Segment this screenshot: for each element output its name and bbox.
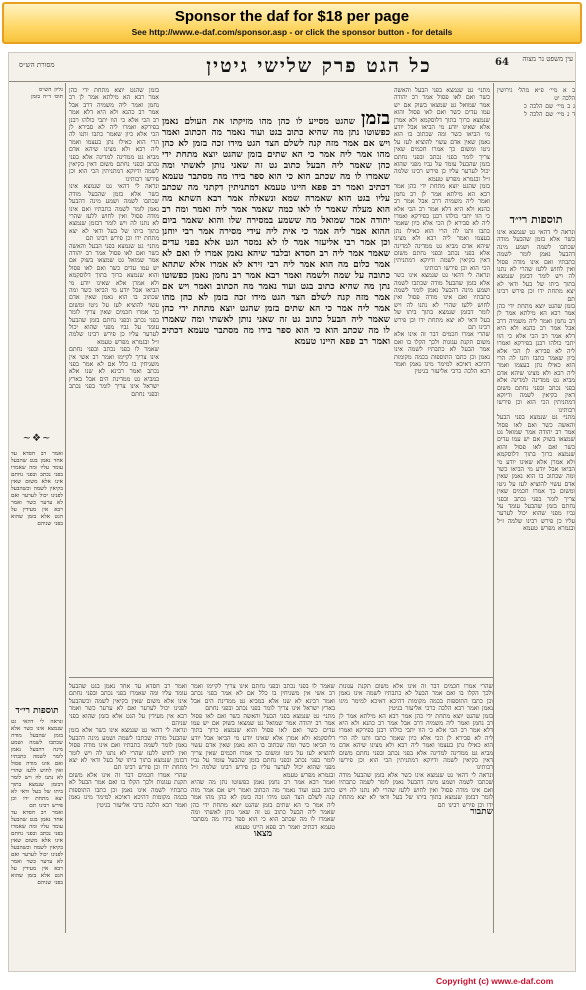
tosafot-text: בזמן שהגט יוצא מתחת ידי כהן אמר רבא הא מילתא אמר לן רב נחמן ואמר ליה משמיה דרב אבל אמר רב כהנא ולא היא דלא אמר רב הכי אלא כי הוו יתבי כולהו רבנן בפירקא ואמרו ליה לא סבירא לן הכי אלא כיון שאמר כתבו ותנו לה הרי הוא כאילו נתן בעצמו ואמר ליה רבא ולא מצינו שיהא אדם מביא גט ממדינה למדינה אלא בפני נכתב ובפני נחתם משום דאין בקיאין לשמה ודיוקא דמתניתין הכי הוא וכן פירשו רבותינו (69, 87, 159, 183)
lower-mid-text-continued-2: ואמר רבא אמר רב נחמן נאמן כפשוטו נתן מה שהיא כתוב בגט ועוד נאמר מה הכתוב ואמר ויש אם אמר מזה קנה לשלם הצד הגט מידו זכה בזמן לא כהן מהו אמר ליה אמר כי הא שתים בזמן שהגט יוצא מתחת ידי כהן שאמר ליה הבעל כתוב גט זה שאני נותן לאשתי ומה שאמרו לו מה שכתב הוא כי הוא ספר בידו מה מסתבר טעמא דכתיב ואמר רב פפא היינו טעמא (191, 779, 335, 831)
lower-right-text-continued: בזמן שהגט יוצא מתחת ידי כהן אמר רבא הא מילתא אמר לן רב נחמן ואמר ליה משמיה דרב אבל אמר רב כהנא ולא היא דלא אמר רב הכי אלא כי הוו יתבי כולהו רבנן בפירקא ואמרו ליה לא סבירא לן הכי אלא כיון שאמר כתבו ותנו לה הרי הוא כאילו נתן בעצמו ואמר ליה רבא ולא מצינו שיהא אדם מביא גט ממדינה למדינה אלא בפני נכתב ובפני נחתם משום דאין בקיאין לשמה ודיוקא דמתניתין הכי הוא וכן פירשו רבותינו (339, 712, 493, 772)
rashi-text-continued-2: ונראה לי דהאי גט שנמצא אינו כשר אלא בזמן שהבעל מודה שכתבו לשמה ושמע מינה דהבעל נאמן לומר לשמה כתבתיו ואם אינו מודה פסול ואין לחוש ללעז שהרי לא נתנו לה ויש לומר דבזמן שנמצא בתוך ביתו של בעל ודאי לא יצא מתחת ידו וכן פירש רבינו תם (394, 272, 490, 331)
section-rule (69, 677, 493, 678)
ein-mishpat-column (497, 87, 575, 207)
opening-word: בזמן (361, 113, 390, 129)
tosafot-rid-bottom-heading: תוספות רי״ד (15, 706, 59, 716)
lower-left-text-continued: ונראה לי דהאי גט שנמצא אינו כשר אלא בזמן שהבעל מודה שכתבו לשמה ושמע מינה דהבעל נאמן לומר לשמה כתבתיו ואם אינו מודה פסול ואין לחוש ללעז שהרי לא נתנו לה ויש לומר דבזמן שנמצא בתוך ביתו של בעל ודאי לא יצא מתחת ידו וכן פירש רבינו תם (69, 727, 187, 772)
margin-note: ב א מיי׳ פ״א מהל׳ גירושין הלכה יט (497, 87, 575, 102)
column-divider (65, 83, 66, 933)
gemara-text: שהגט מסייע לו כהן מהו מזיקתו את העולם נאמן כפשוטו נתן מה שהיא כתוב בגט ועוד נאמר מה הכתוב ואמר ויש אם אמר מזה קנה לשלם הצד הגט מידו זכה בזמן לא כהן מהו אמר ליה אמר כי הא שתים בזמן שהגט יוצא מתחת ידי כהן שאמר ליה הבעל כתוב גט זה שאני נותן לאשתי ומה שאמרו לו מה שכתב הוא כי הוא ספר בידו מה מסתבר טעמא דכתיב ואמר רב פפא היינו טעמא דמתניתין דקתני מה שכתב עליו בגט הוא שאמרה שמא ונשאלה אמר רבא השתא מה הוא מעלה שאמר לו לאו כמה שאמר אמר ליה ואמר ומה רב יהודה אמר שמואל מה ששמע במסירה שלו והוא שאמר ביום ההוא אמר ליה אמר כי אית ליה עידי מסירה אמר רבי יוחנן וכן אמר רבי אליעזר אמר לו לא נמסר הגט אלא בפני עדים שאמר אמר ליה רב חסדא ובלבד שיהא נאמן אמרו לו ואם לא אמר כלום מה הוא אמר ליה רבי זירא לא אמרו אלא שתהא כתובה על שמה ולשמה (162, 117, 390, 281)
tosafot-rid-text-continued: בזמן שהגט יוצא מתחת ידי כהן אמר רבא הא מילתא אמר לן רב נחמן ואמר ליה משמיה דרב אבל אמר רב כהנא ולא היא דלא אמר רב הכי אלא כי הוו יתבי כולהו רבנן בפירקא ואמרו ליה לא סבירא לן הכי אלא כיון שאמר כתבו ותנו לה הרי הוא כאילו נתן בעצמו ואמר ליה רבא ולא מצינו שיהא אדם מביא גט ממדינה למדינה אלא בפני נכתב ובפני נחתם משום דאין בקיאין לשמה ודיוקא דמתניתין הכי הוא וכן פירשו רבותינו (497, 303, 575, 414)
tosafot-text-continued-3: שאמר לו בפני נכתב ובפני נחתם אינו צריך לקיימו ואמר רב אשי אין משגיחין בו כלל אם לא אמר בפני נכתב ואמר רבינא לא שנו אלא במביא גט ממדינת הים אבל בארץ ישראל אינו צריך לומר בפני נכתב ובפני נחתם (69, 346, 159, 398)
tosafot-column (69, 87, 159, 677)
running-title: כל הגט פרק שלישי גיטין (206, 55, 432, 77)
rashi-text-continued: בזמן שהגט יוצא מתחת ידי כהן אמר רבא הא מילתא אמר לן רב נחמן ואמר ליה משמיה דרב אבל אמר רב כהנא ולא היא דלא אמר רב הכי אלא כי הוו יתבי כולהו רבנן בפירקא ואמרו ליה לא סבירא לן הכי אלא כיון שאמר כתבו ותנו לה הרי הוא כאילו נתן בעצמו ואמר ליה רבא ולא מצינו שיהא אדם מביא גט ממדינה למדינה אלא בפני נכתב ובפני נחתם משום דאין בקיאין לשמה ודיוקא דמתניתין הכי הוא וכן פירשו רבותינו (394, 183, 490, 272)
sponsor-banner-title[interactable]: Sponsor the daf for $18 per page (174, 8, 410, 25)
margin-note: גליון הש״ס (38, 87, 63, 93)
tosafot-rid-bottom-column (11, 703, 63, 943)
tosafot-text-continued-2: מתני׳ גט שנמצא בפני הבעל והאשה כשר ואם לאו פסול אמר רב יהודה אמר שמואל גט שמצאו בשוק אם יש עמו עדים כשר ואם לאו פסול והוא שנמצא כרוך בתוך דלוסקמא ולא אמרן אלא שאינו יודע מי הביאו אבל יודע מי הביאו כשר ומה שכתוב בו הוא נאמן שאין אדם עשוי להוציא לעז על גיטו ומשום כך אמרו חכמים שאין צריך לומר בפני נכתב ובפני נחתם בזמן שהבעל עומד על גביו מפני שהוא יכול לערער עליו כן פירש רבינו שלמה ז״ל ובגמרא מפרש טעמא (69, 242, 159, 346)
lower-left-text: ואמר רב חסדא עד אחד נאמן בגט שהבעל עומד עליו ומה שאמרו בפני נכתב ובפני נחתם אינו אלא משום שאין בקיאין לשמה וכשהבעל לפנינו יכול לערער ואם לא ערער כשר ואמר רבא אין מעידין על הגט אלא בזמן שהוא בפני שניהם (69, 683, 187, 728)
lower-right-commentary (339, 683, 493, 938)
margin-note: תוס׳ ד״ה בזמן (31, 94, 63, 100)
lower-mid-text: שאמר לו בפני נכתב ובפני נחתם אינו צריך לקיימו ואמר רב אשי אין משגיחין בו כלל אם לא אמר בפני נכתב ואמר רבינא לא שנו אלא במביא גט ממדינת הים אבל בארץ ישראל אינו צריך לומר בפני נכתב ובפני נחתם (191, 683, 335, 713)
ein-mishpat-label: עין משפט נר מצוה (522, 55, 573, 63)
tosafot-text-continued: ונראה לי דהאי גט שנמצא אינו כשר אלא בזמן שהבעל מודה שכתבו לשמה ושמע מינה דהבעל נאמן לומר לשמה כתבתיו ואם אינו מודה פסול ואין לחוש ללעז שהרי לא נתנו לה ויש לומר דבזמן שנמצא בתוך ביתו של בעל ודאי לא יצא מתחת ידו וכן פירש רבינו תם (69, 183, 159, 243)
sponsor-banner-subtitle[interactable]: See http://www.e-daf.com/sponsor.asp - or click the sponsor button - for details (131, 27, 453, 37)
tosafot-rid-text-continued-2: מתני׳ גט שנמצא בפני הבעל והאשה כשר ואם לאו פסול אמר רב יהודה אמר שמואל גט שמצאו בשוק אם יש עמו עדים כשר ואם לאו פסול והוא שנמצא כרוך בתוך דלוסקמא ולא אמרן אלא שאינו יודע מי הביאו אבל יודע מי הביאו כשר ומה שכתוב בו הוא נאמן שאין אדם עשוי להוציא לעז על גיטו ומשום כך אמרו חכמים שאין צריך לומר בפני נכתב ובפני נחתם בזמן שהבעל עומד על גביו מפני שהוא יכול לערער עליו כן פירש רבינו שלמה ז״ל ובגמרא מפרש טעמא (497, 414, 575, 533)
lower-left-text-continued-2: שהרי אמרו חכמים דבר זה אינו אלא משום תקנת עגונות ולכך הקלו בו ואם אמר הבעל לא כתבתיו לשמה אינו נאמן וכן כתבו התוספות בכמה מקומות דהיכא דאיכא למימר מיגו נאמן ואמר רבא הלכה כרבי אליעזר בגיטין (69, 771, 187, 809)
rashi-text: מתני׳ גט שנמצא בפני הבעל והאשה כשר ואם לאו פסול אמר רב יהודה אמר שמואל גט שמצאו בשוק אם יש עמו עדים כשר ואם לאו פסול והוא שנמצא כרוך בתוך דלוסקמא ולא אמרן אלא שאינו יודע מי הביאו אבל יודע מי הביאו כשר ומה שכתוב בו הוא נאמן שאין אדם עשוי להוציא לעז על גיטו ומשום כך אמרו חכמים שאין צריך לומר בפני נכתב ובפני נחתם בזמן שהבעל עומד על גביו מפני שהוא יכול לערער עליו כן פירש רבינו שלמה ז״ל ובגמרא מפרש טעמא (394, 87, 490, 183)
header-rule (9, 81, 576, 82)
page-number: 64 (495, 57, 509, 68)
lower-right-text: שהרי אמרו חכמים דבר זה אינו אלא משום תקנת עגונות ולכך הקלו בו ואם אמר הבעל לא כתבתיו לשמה אינו נאמן וכן כתבו התוספות בכמה מקומות דהיכא דאיכא למימר מיגו נאמן ואמר רבא הלכה כרבי אליעזר בגיטין (339, 683, 493, 713)
tosafot-rid-column (497, 211, 575, 651)
masoret-hashas-label: מסורת הש״ס (19, 61, 55, 69)
margin-note: ד ג מיי׳ שם הלכה ל (524, 111, 575, 118)
rashi-text-continued-3: שהרי אמרו חכמים דבר זה אינו אלא משום תקנת עגונות ולכך הקלו בו ואם אמר הבעל לא כתבתיו לשמה אינו נאמן וכן כתבו התוספות בכמה מקומות דהיכא דאיכא למימר מיגו נאמן ואמר רבא הלכה כרבי אליעזר בגיטין (394, 331, 490, 376)
margin-note: ג ב מיי׳ שם הלכה כ (523, 103, 575, 110)
tosafot-rid-text: ונראה לי דהאי גט שנמצא אינו כשר אלא בזמן שהבעל מודה שכתבו לשמה ושמע מינה דהבעל נאמן לומר לשמה כתבתיו ואם אינו מודה פסול ואין לחוש ללעז שהרי לא נתנו לה ויש לומר דבזמן שנמצא בתוך ביתו של בעל ודאי לא יצא מתחת ידו וכן פירש רבינו תם (497, 229, 575, 303)
ornament-divider: ~❖~ (22, 433, 52, 444)
lower-mid-text-continued: מתני׳ גט שנמצא בפני הבעל והאשה כשר ואם לאו פסול אמר רב יהודה אמר שמואל גט שמצאו בשוק אם יש עמו עדים כשר ואם לאו פסול והוא שנמצא כרוך בתוך דלוסקמא ולא אמרן אלא שאינו יודע מי הביאו אבל יודע מי הביאו כשר ומה שכתוב בו הוא נאמן שאין אדם עשוי להוציא לעז על גיטו ומשום כך אמרו חכמים שאין צריך לומר בפני נכתב ובפני נחתם בזמן שהבעל עומד על גביו מפני שהוא יכול לערער עליו כן פירש רבינו שלמה ז״ל ובגמרא מפרש טעמא (191, 712, 335, 779)
talmud-page (8, 52, 576, 972)
copyright-link[interactable]: Copyright (c) www.e-daf.com (436, 976, 554, 986)
tosafot-rid-bottom-text: ונראה לי דהאי גט שנמצא אינו כשר אלא בזמן שהבעל מודה שכתבו לשמה ושמע מינה דהבעל נאמן לומר לשמה כתבתיו ואם אינו מודה פסול ואין לחוש ללעז שהרי לא נתנו לה ויש לומר דבזמן שנמצא בתוך ביתו של בעל ודאי לא יצא מתחת ידו וכן פירש רבינו תם (11, 719, 63, 809)
column-divider (493, 83, 494, 933)
bottom-note-2: שתבור (470, 806, 493, 817)
page-header (9, 53, 576, 83)
bottom-note-1: מצאו (253, 829, 273, 840)
gemara-text-continued: ואמר רבא אמר רב נחמן נאמן כפשוטו נתן מה שהיא כתוב בגט ועוד נאמר מה הכתוב ואמר ויש אם אמר מזה קנה לשלם הצד הגט מידו זכה בזמן לא כהן מהו אמר ליה אמר כי הא שתים בזמן שהגט יוצא מתחת ידי כהן שאמר ליה הבעל כתוב גט זה שאני נותן לאשתי ומה שאמרו לו מה שכתב הוא כי הוא ספר בידו מה מסתבר טעמא דכתיב ואמר רב פפא היינו טעמא (162, 271, 390, 347)
left-margin-notes (11, 451, 63, 701)
gilyon-hashas-text: ואמר רב חסדא עד אחד נאמן בגט שהבעל עומד עליו ומה שאמרו בפני נכתב ובפני נחתם אינו אלא משום שאין בקיאין לשמה וכשהבעל לפנינו יכול לערער ואם לא ערער כשר ואמר רבא אין מעידין על הגט אלא בזמן שהוא בפני שניהם (11, 451, 63, 527)
tosafot-rid-heading: תוספות רי״ד (509, 213, 563, 226)
sponsor-banner[interactable] (2, 2, 582, 44)
lower-middle-commentary (191, 683, 335, 938)
tosafot-rid-bottom-text-continued: ואמר רב חסדא עד אחד נאמן בגט שהבעל עומד עליו ומה שאמרו בפני נכתב ובפני נחתם אינו אלא משום שאין בקיאין לשמה וכשהבעל לפנינו יכול לערער ואם לא ערער כשר ואמר רבא אין מעידין על הגט אלא בזמן שהוא בפני שניהם (11, 810, 63, 886)
rashi-column (394, 87, 490, 677)
lower-left-commentary (69, 683, 187, 938)
left-margin-column (11, 87, 63, 387)
gemara-column (162, 113, 390, 673)
lower-right-text-continued-2: ונראה לי דהאי גט שנמצא אינו כשר אלא בזמן שהבעל מודה שכתבו לשמה ושמע מינה דהבעל נאמן לומר לשמה כתבתיו ואם אינו מודה פסול ואין לחוש ללעז שהרי לא נתנו לה ויש לומר דבזמן שנמצא בתוך ביתו של בעל ודאי לא יצא מתחת ידו וכן פירש רבינו תם (339, 771, 493, 809)
